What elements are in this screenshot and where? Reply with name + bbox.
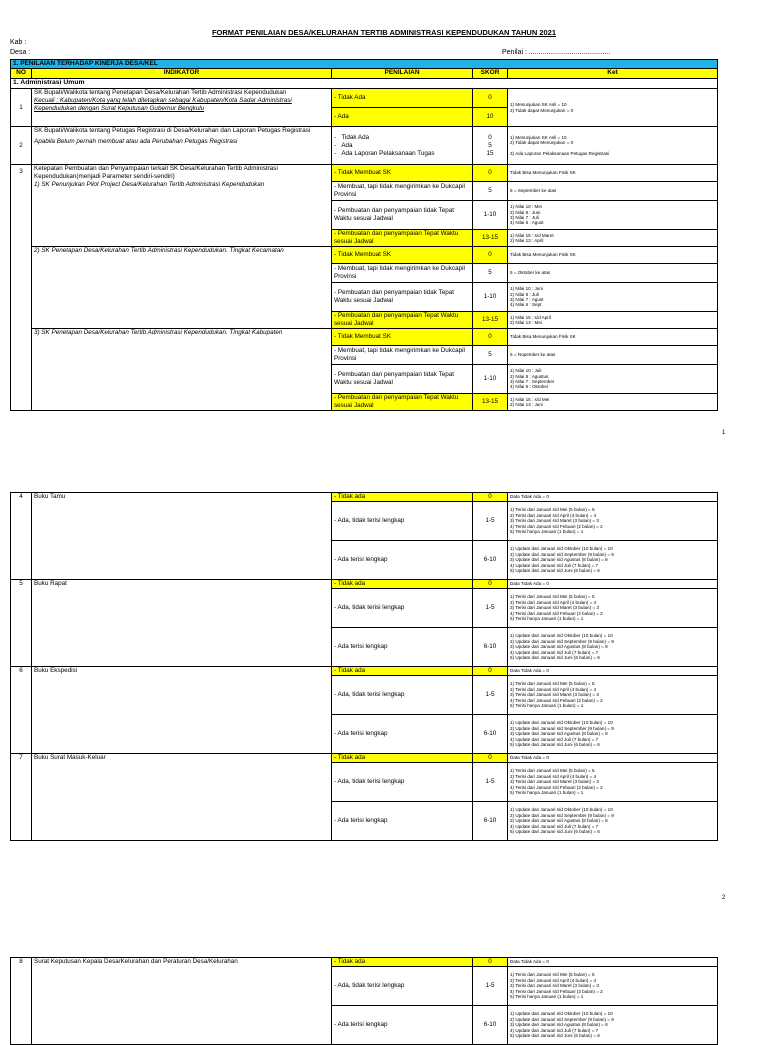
row-number: 5 [11, 580, 32, 667]
ket-line: 3) Terisi dari Januari s/d Maret (3 bulan) = 3 [510, 605, 599, 611]
penilaian-option: Ada [341, 141, 353, 149]
header-penilaian: PENILAIAN [332, 69, 473, 79]
ket-line: 3) Nilai 7 : Juli [510, 215, 539, 220]
ket-line: 3) Update dari Januari s/d Agustus (8 bulan) = 8 [510, 818, 608, 824]
header-skor: SKOR [473, 69, 508, 79]
ket-line: 1) Update dari Januari s/d Oktober (10 bulan) = 10 [510, 1011, 613, 1017]
skor-value: 0 [473, 165, 508, 182]
ket-line: 1) Nilai 15 : s/d Mei [510, 396, 550, 402]
ket-line: 5) Terisi hanya Januari (1 bulan) = 1 [510, 790, 584, 796]
row-number: 1 [11, 89, 32, 127]
ket-cell [508, 676, 718, 715]
penilaian-option: - Pembuatan dan penyampaian tidak Tepat Waktu sesuai Jadwal [332, 365, 473, 394]
ket-cell [508, 89, 718, 127]
desa-label: Desa : [10, 49, 31, 56]
ket-cell [508, 541, 718, 580]
penilaian-option: - Tidak Membuat SK [332, 165, 473, 182]
ket-line: 2) Terisi dari Januari s/d April (4 bulan) = 4 [510, 977, 597, 983]
ket-line: 2) Update dari Januari s/d September (9 bulan) = 9 [510, 551, 614, 557]
ket-line: 3) Terisi dari Januari s/d Maret (3 bulan) = 3 [510, 518, 599, 524]
ket-cell [508, 127, 718, 165]
ket-line: 4) Nilai 6 : Agust [510, 220, 544, 226]
row-number: 6 [11, 667, 32, 754]
ket-cell [508, 967, 718, 1006]
ket-line: 2) Update dari Januari s/d September (9 bulan) = 9 [510, 812, 614, 818]
ket-line: 4) Nilai 6 : Sept [510, 302, 542, 308]
ket-line: 2) Nilai 8 : Juni [510, 209, 541, 215]
ket-line: Data Tidak Ada = 0 [508, 667, 718, 676]
ket-line: 2) Terisi dari Januari s/d April (4 bulan) = 4 [510, 773, 597, 779]
indicator-text: Buku Tamu [32, 493, 332, 580]
penilaian-option: - Ada terisi lengkap [332, 628, 473, 667]
ket-line: 5 = Nopember ke atas [508, 346, 718, 365]
penilaian-option: - Ada terisi lengkap [332, 1006, 473, 1045]
ket-line: 5) Terisi hanya Januari (1 bulan) = 1 [510, 529, 584, 535]
ket-cell [508, 365, 718, 394]
page-number: 2 [722, 895, 726, 901]
penilaian-option: Ada Laporan Pelaksanaan Tugas [341, 149, 435, 157]
indicator-cell [32, 127, 332, 165]
penilaian-cell: - Tidak Ada - Ada - Ada Laporan Pelaksanaan Tugas [332, 127, 473, 165]
row-number: 2 [11, 127, 32, 165]
ket-cell [508, 1006, 718, 1045]
indicator-text: SK Bupati/Walikota tentang Petugas Registrasi di Desa/Kelurahan dan Laporan Petugas Registrasi [34, 127, 311, 134]
ket-line: 4) Update dari Januari s/d Juli (7 bulan) = 7 [510, 562, 599, 568]
ket-line: 3) Ada Laporan Pelaksanaan Petugas Registrasi [510, 150, 610, 156]
ket-line: 5 = September ke atas [508, 182, 718, 201]
penilaian-option: - Tidak ada [332, 580, 473, 589]
ket-line: 1) Update dari Januari s/d Oktober (10 bulan) = 10 [510, 720, 613, 726]
ket-line: 1) Nilai 15 : s/d Maret [510, 232, 554, 238]
ket-line: 4) Terisi dari Januari s/d Febuari (2 bulan) = 2 [510, 988, 603, 994]
ket-line: 3) Nilai 7 : September [510, 379, 555, 384]
ket-cell [508, 230, 718, 247]
ket-line: 1) Nilai 10 : Juli [510, 368, 542, 374]
penilaian-option: - Pembuatan dan penyampaian tidak Tepat Waktu sesuai Jadwal [332, 283, 473, 312]
ket-line: 5) Update dari Januari s/d Juni (6 bulan) = 6 [510, 655, 600, 661]
ket-line: 5) Update dari Januari s/d Juni (6 bulan) = 6 [510, 829, 600, 835]
page-number: 1 [722, 430, 726, 436]
ket-line: 1) Terisi dari Januari s/d Mei (5 bulan) = 5 [510, 681, 595, 687]
ket-line: 2) Terisi dari Januari s/d April (4 bulan) = 4 [510, 512, 597, 518]
ket-line: 3) Terisi dari Januari s/d Maret (3 bulan) = 3 [510, 779, 599, 785]
penilaian-option: - Ada, tidak terisi lengkap [332, 502, 473, 541]
skor-value: 5 [473, 264, 508, 283]
ket-cell [508, 802, 718, 841]
ket-line: 3) Update dari Januari s/d Agustus (8 bulan) = 8 [510, 1022, 608, 1028]
indicator-cell [32, 89, 332, 127]
ket-line: Data Tidak Ada = 0 [508, 493, 718, 502]
ket-line: 5) Terisi hanya Januari (1 bulan) = 1 [510, 703, 584, 709]
ket-cell [508, 283, 718, 312]
ket-line: 2) Update dari Januari s/d September (9 bulan) = 9 [510, 1016, 614, 1022]
penilaian-option: - Ada, tidak terisi lengkap [332, 589, 473, 628]
ket-cell [508, 628, 718, 667]
ket-line: 4) Terisi dari Januari s/d Febuari (2 bulan) = 2 [510, 610, 603, 616]
skor-value: 13-15 [473, 394, 508, 411]
ket-line: 2) Nilai 8 : Agustus [510, 373, 549, 379]
penilaian-option: - Pembuatan dan penyampaian Tepat Waktu sesuai Jadwal [332, 312, 473, 329]
row-number: 8 [11, 958, 32, 1045]
ket-line: Tidak Bisa Menunjukan Fisik SK [508, 247, 718, 264]
ket-line: 4) Nilai 6 : Oktober [510, 384, 549, 390]
ket-line: 4) Terisi dari Januari s/d Febuari (2 bulan) = 2 [510, 697, 603, 703]
penilaian-option: Tidak Ada [341, 133, 370, 141]
indicator-text: Buku Rapat [32, 580, 332, 667]
ket-line: 4) Terisi dari Januari s/d Febuari (2 bulan) = 2 [510, 784, 603, 790]
ket-line: 2) Tidak dapat Menunjukan = 0 [510, 107, 574, 113]
ket-line: 1) Menunjukan SK Asli = 10 [510, 134, 567, 140]
skor-value: 5 [488, 141, 492, 149]
skor-value: 13-15 [473, 312, 508, 329]
ket-line: 5) Update dari Januari s/d Juni (6 bulan) = 6 [510, 568, 600, 574]
penilaian-option: - Pembuatan dan penyampaian Tepat Waktu sesuai Jadwal [332, 394, 473, 411]
indicator-note: Kecuali : Kabupaten/Kota yang telah ditetapkan sebagai Kabupaten/Kota Sadar Administrasi Kependudukan dengan Surat Keputusan Gubernur Bengkulu [34, 97, 292, 112]
indicator-text: Buku Surat Masuk-Keluar [32, 754, 332, 841]
indicator-cell [32, 165, 332, 247]
skor-value: 1-5 [473, 676, 508, 715]
skor-value: 1-10 [473, 365, 508, 394]
ket-cell [508, 502, 718, 541]
ket-line: 2) Tidak dapat Menunjukan = 0 [510, 140, 574, 146]
ket-line: 3) Terisi dari Januari s/d Maret (3 bulan) = 3 [510, 983, 599, 989]
skor-value: 6-10 [473, 628, 508, 667]
skor-value: 0 [473, 958, 508, 967]
penilaian-option: - Tidak ada [332, 667, 473, 676]
penilaian-option: - Ada terisi lengkap [332, 802, 473, 841]
skor-value: 0 [473, 754, 508, 763]
skor-value: 10 [473, 108, 508, 127]
skor-value: 1-5 [473, 502, 508, 541]
skor-value: 6-10 [473, 541, 508, 580]
skor-value: 0 [473, 580, 508, 589]
penilaian-option: - Tidak Ada [332, 89, 473, 108]
assessment-table-page1 [10, 59, 718, 411]
penilaian-option: - Tidak ada [332, 958, 473, 967]
subsection-title: 1. Administrasi Umum [11, 79, 718, 89]
ket-line: 1) Update dari Januari s/d Oktober (10 bulan) = 10 [510, 807, 613, 813]
ket-line: 3) Terisi dari Januari s/d Maret (3 bulan) = 3 [510, 692, 599, 698]
penilaian-option: - Tidak ada [332, 493, 473, 502]
skor-value: 0 [473, 247, 508, 264]
ket-cell [508, 589, 718, 628]
ket-line: Data Tidak Ada = 0 [508, 754, 718, 763]
ket-cell [508, 715, 718, 754]
skor-value: 0 [473, 329, 508, 346]
ket-line: 1) Nilai 15 : s/d April [510, 314, 551, 320]
ket-line: 2) Nilai 13 : Juni [510, 402, 543, 407]
penilaian-option: - Ada, tidak terisi lengkap [332, 676, 473, 715]
ket-line: 3) Update dari Januari s/d Agustus (8 bulan) = 8 [510, 644, 608, 650]
penilaian-option: - Membuat, tapi tidak mengirimkan ke Dukcapil Provinsi [332, 182, 473, 201]
ket-line: 5) Update dari Januari s/d Juni (6 bulan) = 6 [510, 1033, 600, 1039]
skor-value: 6-10 [473, 715, 508, 754]
ket-line: 2) Nilai 13 : Mei [510, 320, 542, 325]
ket-line: Tidak Bisa Menunjukan Fisik SK [508, 329, 718, 346]
ket-line: 1) Terisi dari Januari s/d Mei (5 bulan) = 5 [510, 507, 595, 513]
ket-cell [508, 312, 718, 329]
penilaian-option: - Ada, tidak terisi lengkap [332, 763, 473, 802]
section-bar: 1. PENILAIAN TERHADAP KINERJA DESA/KEL [11, 60, 718, 69]
skor-value: 1-5 [473, 589, 508, 628]
header-ket: Ket [508, 69, 718, 79]
indicator-sub: 3) SK Penetapan Desa/Kelurahan Tertib Administrasi Kependudukan. Tingkat Kabupaten [32, 329, 332, 411]
ket-line: 5) Terisi hanya Januari (1 bulan) = 1 [510, 616, 584, 622]
skor-value: 13-15 [473, 230, 508, 247]
ket-line: 2) Terisi dari Januari s/d April (4 bulan) = 4 [510, 686, 597, 692]
ket-line: 3) Update dari Januari s/d Agustus (8 bulan) = 8 [510, 731, 608, 737]
ket-line: 1) Nilai 10 : Mei [510, 204, 542, 210]
indicator-text: SK Bupati/Walikota tentang Penetapan Desa/Kelurahan Tertib Administrasi Kependudukan [34, 89, 287, 96]
penilaian-option: - Tidak ada [332, 754, 473, 763]
ket-line: 5 = Oktober ke atas [508, 264, 718, 283]
indicator-text: Surat Keputusan Kepala Desa/Kelurahan dan Peraturan Desa/Kelurahan [32, 958, 332, 1045]
header-indikator: INDIKATOR [32, 69, 332, 79]
ket-line: 5) Update dari Januari s/d Juni (6 bulan) = 6 [510, 742, 600, 748]
assessment-table-page3 [10, 957, 718, 1045]
ket-line: 1) Update dari Januari s/d Oktober (10 bulan) = 10 [510, 633, 613, 639]
ket-line: Tidak Bisa Menunjukan Fisik SK [508, 165, 718, 182]
skor-cell [473, 127, 508, 165]
skor-value: 0 [473, 493, 508, 502]
penilaian-option: - Ada terisi lengkap [332, 541, 473, 580]
ket-line: 5) Terisi hanya Januari (1 bulan) = 1 [510, 994, 584, 1000]
ket-line: 1) Terisi dari Januari s/d Mei (5 bulan) = 5 [510, 972, 595, 978]
skor-value: 6-10 [473, 802, 508, 841]
ket-line: 1) Terisi dari Januari s/d Mei (5 bulan) = 5 [510, 768, 595, 774]
ket-line: 4) Update dari Januari s/d Juli (7 bulan) = 7 [510, 823, 599, 829]
ket-cell [508, 201, 718, 230]
ket-line: 4) Update dari Januari s/d Juli (7 bulan) = 7 [510, 1027, 599, 1033]
page-title: FORMAT PENILAIAN DESA/KELURAHAN TERTIB ADMINISTRASI KEPENDUDUKAN TAHUN 2021 [211, 28, 557, 37]
indicator-sub: 1) SK Penunjukan Pilot Project Desa/Kelurahan Tertib Administrasi Kependudukan [34, 181, 265, 188]
skor-value: 6-10 [473, 1006, 508, 1045]
penilaian-option: - Ada terisi lengkap [332, 715, 473, 754]
ket-line: 2) Terisi dari Januari s/d April (4 bulan) = 4 [510, 599, 597, 605]
penilaian-option: - Ada, tidak terisi lengkap [332, 967, 473, 1006]
ket-line: 4) Update dari Januari s/d Juli (7 bulan) = 7 [510, 649, 599, 655]
penilaian-option: - Membuat, tapi tidak mengirimkan ke Dukcapil Provinsi [332, 346, 473, 365]
penilai-label: Penilai : .......................................... [502, 49, 611, 56]
ket-line: Data Tidak Ada = 0 [508, 580, 718, 589]
ket-line: 2) Nilai 13 : April [510, 238, 544, 243]
indicator-note: Apabila Belum pernah membuat atau ada Perubahan Petugas Registrasi [34, 138, 238, 145]
ket-line: 1) Menunjukan SK Asli = 10 [510, 102, 567, 108]
kab-label: Kab : [10, 39, 27, 46]
ket-line: 1) Update dari Januari s/d Oktober (10 bulan) = 10 [510, 546, 613, 552]
ket-line: 3) Nilai 7 : Agust [510, 297, 544, 302]
skor-value: 1-10 [473, 283, 508, 312]
ket-line: 3) Update dari Januari s/d Agustus (8 bulan) = 8 [510, 557, 608, 563]
skor-value: 5 [473, 346, 508, 365]
row-number: 3 [11, 165, 32, 411]
ket-line: 2) Update dari Januari s/d September (9 bulan) = 9 [510, 725, 614, 731]
row-number: 7 [11, 754, 32, 841]
penilaian-option: - Pembuatan dan penyampaian tidak Tepat Waktu sesuai Jadwal [332, 201, 473, 230]
ket-line: 1) Nilai 10 : Juni [510, 286, 543, 292]
ket-line: 1) Terisi dari Januari s/d Mei (5 bulan) = 5 [510, 594, 595, 600]
penilaian-option: - Tidak Membuat SK [332, 329, 473, 346]
ket-line: Data Tidak Ada = 0 [508, 958, 718, 967]
ket-cell [508, 763, 718, 802]
ket-line: 2) Update dari Januari s/d September (9 bulan) = 9 [510, 638, 614, 644]
skor-value: 1-5 [473, 967, 508, 1006]
skor-value: 1-10 [473, 201, 508, 230]
ket-line: 4) Terisi dari Januari s/d Febuari (2 bulan) = 2 [510, 523, 603, 529]
header-no: NO [11, 69, 32, 79]
penilaian-option: - Ada [332, 108, 473, 127]
skor-value: 0 [473, 667, 508, 676]
skor-value: 0 [473, 89, 508, 108]
assessment-table-page2 [10, 492, 718, 841]
penilaian-option: - Pembuatan dan penyampaian Tepat Waktu sesuai Jadwal [332, 230, 473, 247]
row-number: 4 [11, 493, 32, 580]
ket-line: 4) Update dari Januari s/d Juli (7 bulan) = 7 [510, 736, 599, 742]
indicator-text: Buku Ekspedisi [32, 667, 332, 754]
ket-cell [508, 394, 718, 411]
penilaian-option: - Tidak Membuat SK [332, 247, 473, 264]
skor-value: 5 [473, 182, 508, 201]
penilaian-option: - Membuat, tapi tidak mengirimkan ke Dukcapil Provinsi [332, 264, 473, 283]
skor-value: 0 [488, 133, 492, 141]
ket-line: 2) Nilai 8 : Juli [510, 291, 539, 297]
skor-value: 15 [486, 149, 494, 157]
skor-value: 1-5 [473, 763, 508, 802]
indicator-sub: 2) SK Penetapan Desa/Kelurahan Tertib Administrasi Kependudukan. Tingkat Kecamatan [32, 247, 332, 329]
indicator-text: Ketepatan Pembuatan dan Penyampaian terkait SK Desa/Kelurahan Tertib Administrasi Kependudukan(menjadi Parameter sendiri-sendiri) [34, 165, 278, 180]
